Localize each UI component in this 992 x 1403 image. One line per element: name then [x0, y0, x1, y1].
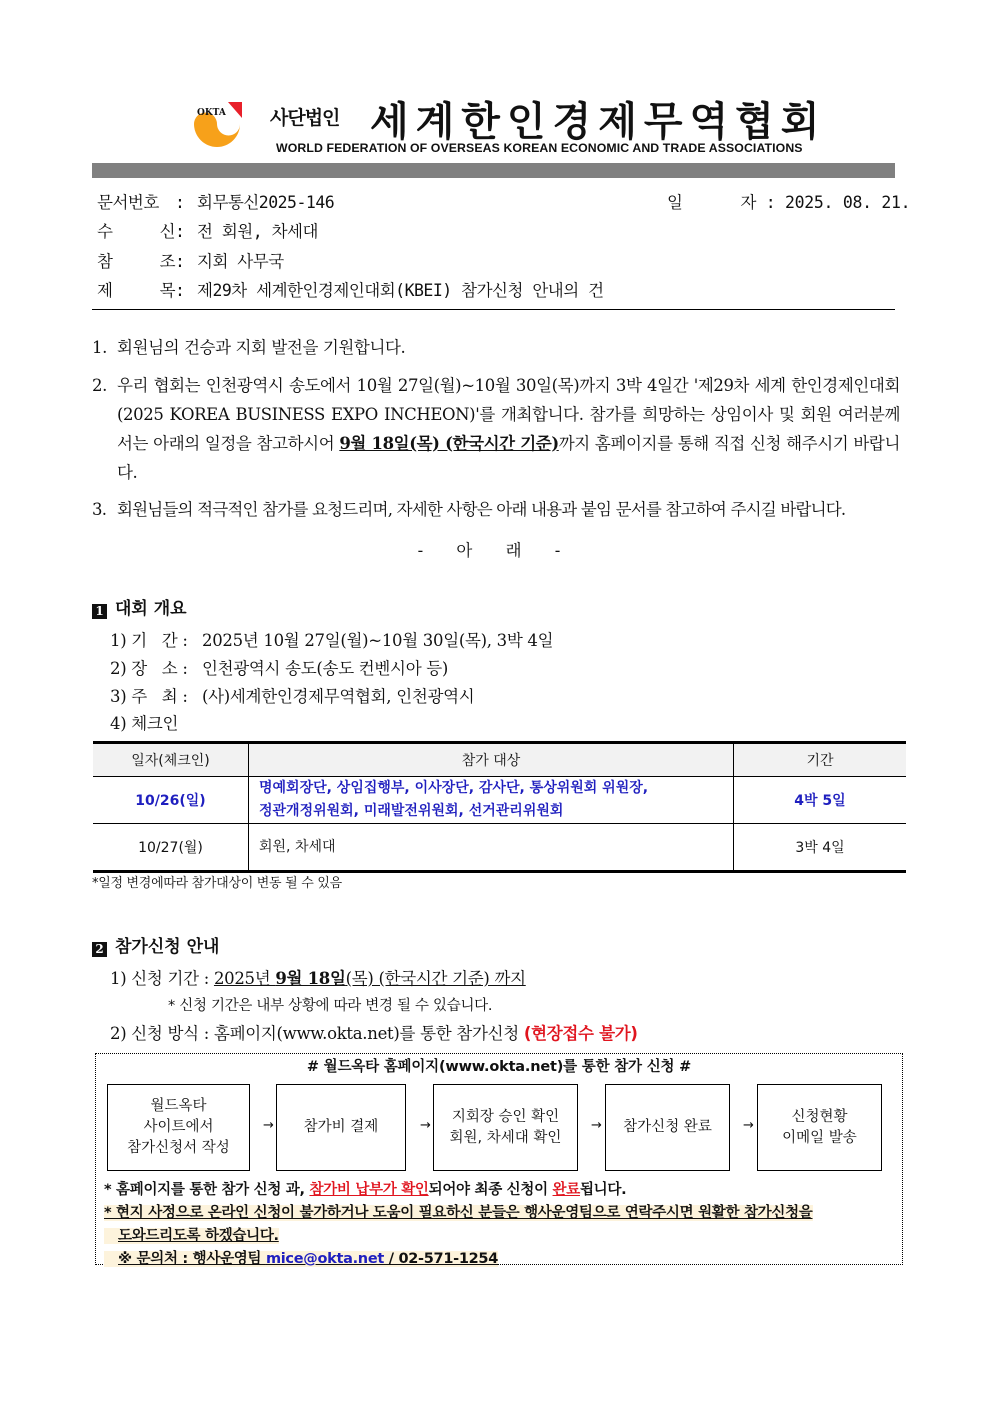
okta-logo [190, 100, 244, 154]
application-method: 2) 신청 방식 : 홈페이지(www.okta.net)를 통한 참가신청 (현장접수 불가) [110, 1024, 638, 1043]
number-badge-icon: 2 [92, 942, 107, 957]
doc-number-row: 문서번호 : 회무통신2025-146 [97, 189, 334, 213]
overview-item-host: 3) 주 최 : (사)세계한인경제무역협회, 인천광역시 [110, 687, 475, 706]
checkin-schedule-table [93, 741, 906, 873]
header-divider-bar [92, 163, 895, 178]
contact-email-link[interactable]: mice@okta.net [265, 1251, 384, 1267]
stay-period: 4박 5일 [734, 777, 907, 824]
section-2-heading: 2 참가신청 안내 [92, 932, 219, 957]
table-footnote: *일정 변경에따라 참가대상이 변동 될 수 있음 [92, 876, 342, 891]
flow-step-write-form: 월드옥타 사이트에서 참가신청서 작성 [107, 1084, 250, 1171]
svg-text:OKTA: OKTA [197, 108, 226, 118]
subject-row: 제 목: 제29차 세계한인경제인대회(KBEI) 참가신청 안내의 건 [97, 277, 604, 301]
table-header-row [93, 743, 906, 777]
overview-item-period: 1) 기 간 : 2025년 10월 27일(월)~10월 30일(목), 3박 4일 [110, 631, 554, 650]
doc-date: 2025. 08. 21. [785, 193, 911, 212]
overview-item-venue: 2) 장 소 : 인천광역시 송도(송도 컨벤시아 등) [110, 659, 449, 678]
offline-help-note-cont: 도와드리도록 하겠습니다. [104, 1224, 279, 1245]
contact-info: ※ 문의처 : 행사운영팀 mice@okta.net / 02-571-1254 [104, 1247, 498, 1268]
reference-row: 참 조: 지회 사무국 [97, 248, 284, 272]
offline-help-note: * 현지 사정으로 온라인 신청이 불가하거나 도움이 필요하신 분들은 행사운영팀으로 연락주시면 원활한 참가신청을 [104, 1205, 813, 1221]
application-period: 1) 신청 기간 : 2025년 9월 18일(목) (한국시간 기준) 까지 [110, 969, 526, 988]
flow-step-payment: 참가비 결제 [276, 1084, 406, 1171]
org-prefix: 사단법인 [270, 107, 340, 129]
paragraph-3: 3. 회원님들의 적극적인 참가를 요청드리며, 자세한 사항은 아래 내용과 붙임 문서를 참고하여 주시길 바랍니다. [92, 500, 846, 519]
payment-confirm-note: * 홈페이지를 통한 참가 신청 과, 참가비 납부가 확인되어야 최종 신청이 완료됩니다. [104, 1182, 627, 1198]
column-header-target: 참가 대상 [249, 743, 734, 777]
recipient-row: 수 신: 전 회원, 차세대 [97, 218, 318, 242]
reference: 지회 사무국 [197, 252, 284, 271]
number-badge-icon: 1 [92, 604, 107, 619]
arrow-right-icon: → [743, 1118, 754, 1133]
no-onsite-warning: (현장접수 불가) [523, 1024, 638, 1043]
below-mark: - 아 래 - [417, 541, 575, 560]
date-label: 일 자 [667, 193, 757, 212]
flow-step-approval: 지회장 승인 확인 회원, 차세대 확인 [433, 1084, 578, 1171]
table-row [93, 824, 906, 872]
recipient-label: 수 신 [97, 222, 176, 241]
meta-divider [92, 309, 895, 310]
section-1-heading: 1 대회 개요 [92, 594, 187, 619]
overview-item-checkin: 4) 체크인 [110, 714, 179, 733]
deadline-highlight: 9월 18일(목) (한국시간 기준) [339, 434, 559, 453]
org-name-english: WORLD FEDERATION OF OVERSEAS KOREAN ECONOMIC AND TRADE ASSOCIATIONS [276, 141, 803, 155]
flow-title: # 월드옥타 홈페이지(www.okta.net)를 통한 참가 신청 # [306, 1059, 692, 1075]
paragraph-1: 1. 회원님의 건승과 지회 발전을 기원합니다. [92, 338, 406, 357]
table-row [93, 777, 906, 824]
date-row: 일 자 : 2025. 08. 21. [667, 193, 911, 212]
arrow-right-icon: → [420, 1118, 431, 1133]
column-header-period: 기간 [734, 743, 907, 777]
recipient: 전 회원, 차세대 [197, 222, 318, 241]
flow-step-email: 신청현황 이메일 발송 [757, 1084, 882, 1171]
arrow-right-icon: → [591, 1118, 602, 1133]
column-header-date: 일자(체크인) [93, 743, 249, 777]
checkin-date: 10/27(월) [93, 824, 249, 872]
arrow-right-icon: → [263, 1118, 274, 1133]
subject: 제29차 세계한인경제인대회(KBEI) 참가신청 안내의 건 [197, 281, 604, 300]
doc-number: 회무통신2025-146 [197, 193, 335, 212]
checkin-date: 10/26(일) [93, 777, 249, 824]
period-change-note: * 신청 기간은 내부 상황에 따라 변경 될 수 있습니다. [168, 998, 493, 1014]
contact-phone: / 02-571-1254 [383, 1251, 499, 1267]
stay-period: 3박 4일 [734, 824, 907, 872]
participant-target: 명예회장단, 상임집행부, 이사장단, 감사단, 통상위원회 위원장, 정관개정위원회, 미래발전위원회, 선거관리위원회 [249, 777, 734, 824]
subject-label: 제 목 [97, 281, 176, 300]
flow-step-complete: 참가신청 완료 [605, 1084, 730, 1171]
reference-label: 참 조 [97, 252, 176, 271]
org-name: 세계한인경제무역협회 [370, 99, 827, 145]
participant-target: 회원, 차세대 [249, 824, 734, 872]
doc-number-label: 문서번호 [97, 193, 159, 212]
paragraph-2: 2. 우리 협회는 인천광역시 송도에서 10월 27일(월)~10월 30일(목)까지 3박 4일간 '제29차 세계 한인경제인대회(2025 KOREA BUSINESS EXPO INCHEON)'를 개최합니다. 참가를 희망하는 상임이사 및 회원 여러분께서는 아래의 일정을 참고하시어 9월 18일(목) (한국시간 기준)까지 홈페이지를 통해 직접 신청 해주시기 바랍니다. [92, 376, 900, 482]
